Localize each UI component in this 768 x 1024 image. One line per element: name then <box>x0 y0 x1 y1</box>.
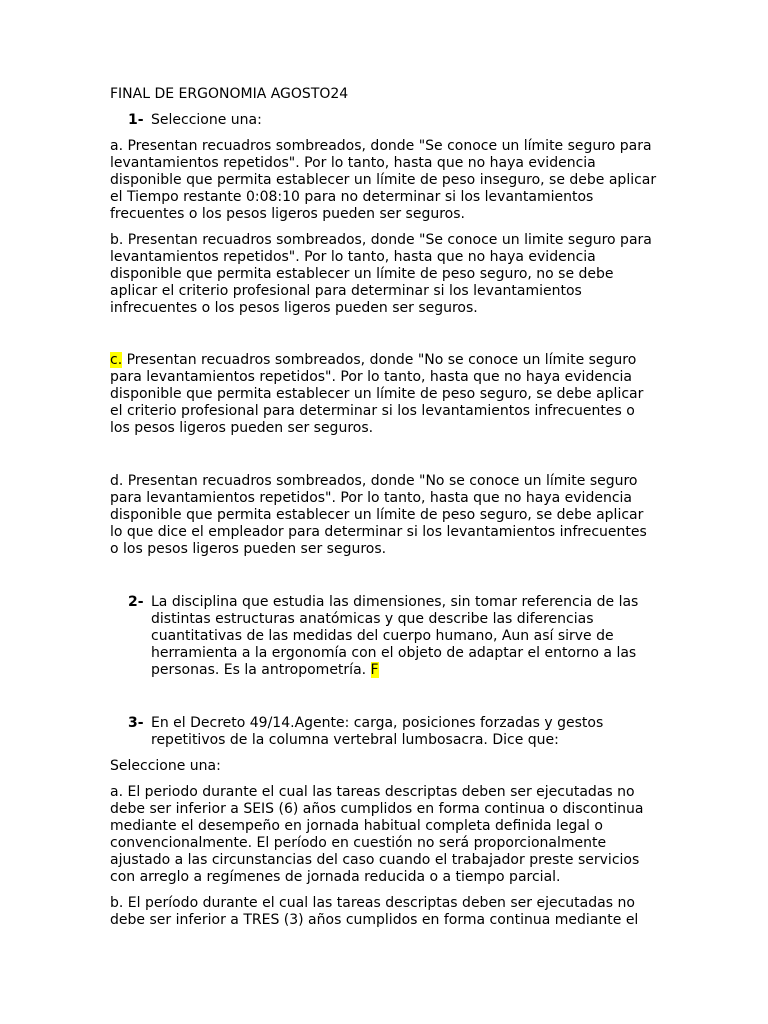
question-1-option-c-text: Presentan recuadros sombreados, donde "No se conoce un límite seguro para levantamientos repetidos". Por lo tanto, hasta que no haya evidencia disponible que permita establecer un límite de peso seguro, se debe aplicar el criterio profesional para determinar si los levantamientos infrecuentes o los pesos ligeros pueden ser seguros. <box>110 352 644 436</box>
question-1-option-b: b. Presentan recuadros sombreados, donde "Se conoce un limite seguro para levantamientos repetidos". Por lo tanto, hasta que no haya evidencia disponible que permita establecer un límite de peso seguro, no se debe aplicar el criterio profesional para determinar si los levantamientos infrecuentes o los pesos ligeros pueden ser seguros. <box>110 232 652 316</box>
question-3-text: En el Decreto 49/14.Agente: carga, posiciones forzadas y gestos repetitivos de la columna vertebral lumbosacra. Dice que: <box>151 715 604 748</box>
question-3-number: 3- <box>128 715 144 731</box>
question-1-option-c-highlight: c. <box>110 352 123 368</box>
question-3-prompt: Seleccione una: <box>110 758 221 774</box>
document-title: FINAL DE ERGONOMIA AGOSTO24 <box>110 86 349 102</box>
question-3 <box>110 715 658 749</box>
question-3-option-a: a. El periodo durante el cual las tareas descriptas deben ser ejecutadas no debe ser inferior a SEIS (6) años cumplidos en forma continua o discontinua mediante el desempeño en jornada habitual completa definida legal o convencionalmente. El período en cuestión no será proporcionalmente ajustado a las circunstancias del caso cuando el trabajador preste servicios con arreglo a regímenes de jornada reducida o a tiempo parcial. <box>110 784 644 885</box>
question-3-option-b: b. El período durante el cual las tareas descriptas deben ser ejecutadas no debe ser inferior a TRES (3) años cumplidos en forma continua mediante el <box>110 895 639 928</box>
question-1-option-a: a. Presentan recuadros sombreados, donde "Se conoce un límite seguro para levantamientos repetidos". Por lo tanto, hasta que no haya evidencia disponible que permita establecer un límite de peso inseguro, se debe aplicar el Tiempo restante 0:08:10 para no determinar si los levantamientos frecuentes o los pesos ligeros pueden ser seguros. <box>110 138 657 222</box>
question-2 <box>110 594 658 679</box>
question-1-option-d: d. Presentan recuadros sombreados, donde "No se conoce un límite seguro para levantamientos repetidos". Por lo tanto, hasta que no haya evidencia disponible que permita establecer un límite de peso seguro, se debe aplicar lo que dice el empleador para determinar si los levantamientos infrecuentes o los pesos ligeros pueden ser seguros. <box>110 473 647 557</box>
question-2-text: La disciplina que estudia las dimensiones, sin tomar referencia de las distintas estructuras anatómicas y que describe las diferencias cuantitativas de las medidas del cuerpo humano, Aun así sirve de herramienta a la ergonomía con el objeto de adaptar el entorno a las personas. Es la antropometría. <box>151 594 639 678</box>
question-1-number: 1- <box>128 112 144 128</box>
question-1-prompt: Seleccione una: <box>151 112 262 128</box>
question-1-header <box>110 112 658 129</box>
question-1-option-c <box>110 352 658 437</box>
document-page <box>110 86 658 929</box>
question-2-number: 2- <box>128 594 144 610</box>
question-2-answer-highlight: F <box>370 662 379 678</box>
